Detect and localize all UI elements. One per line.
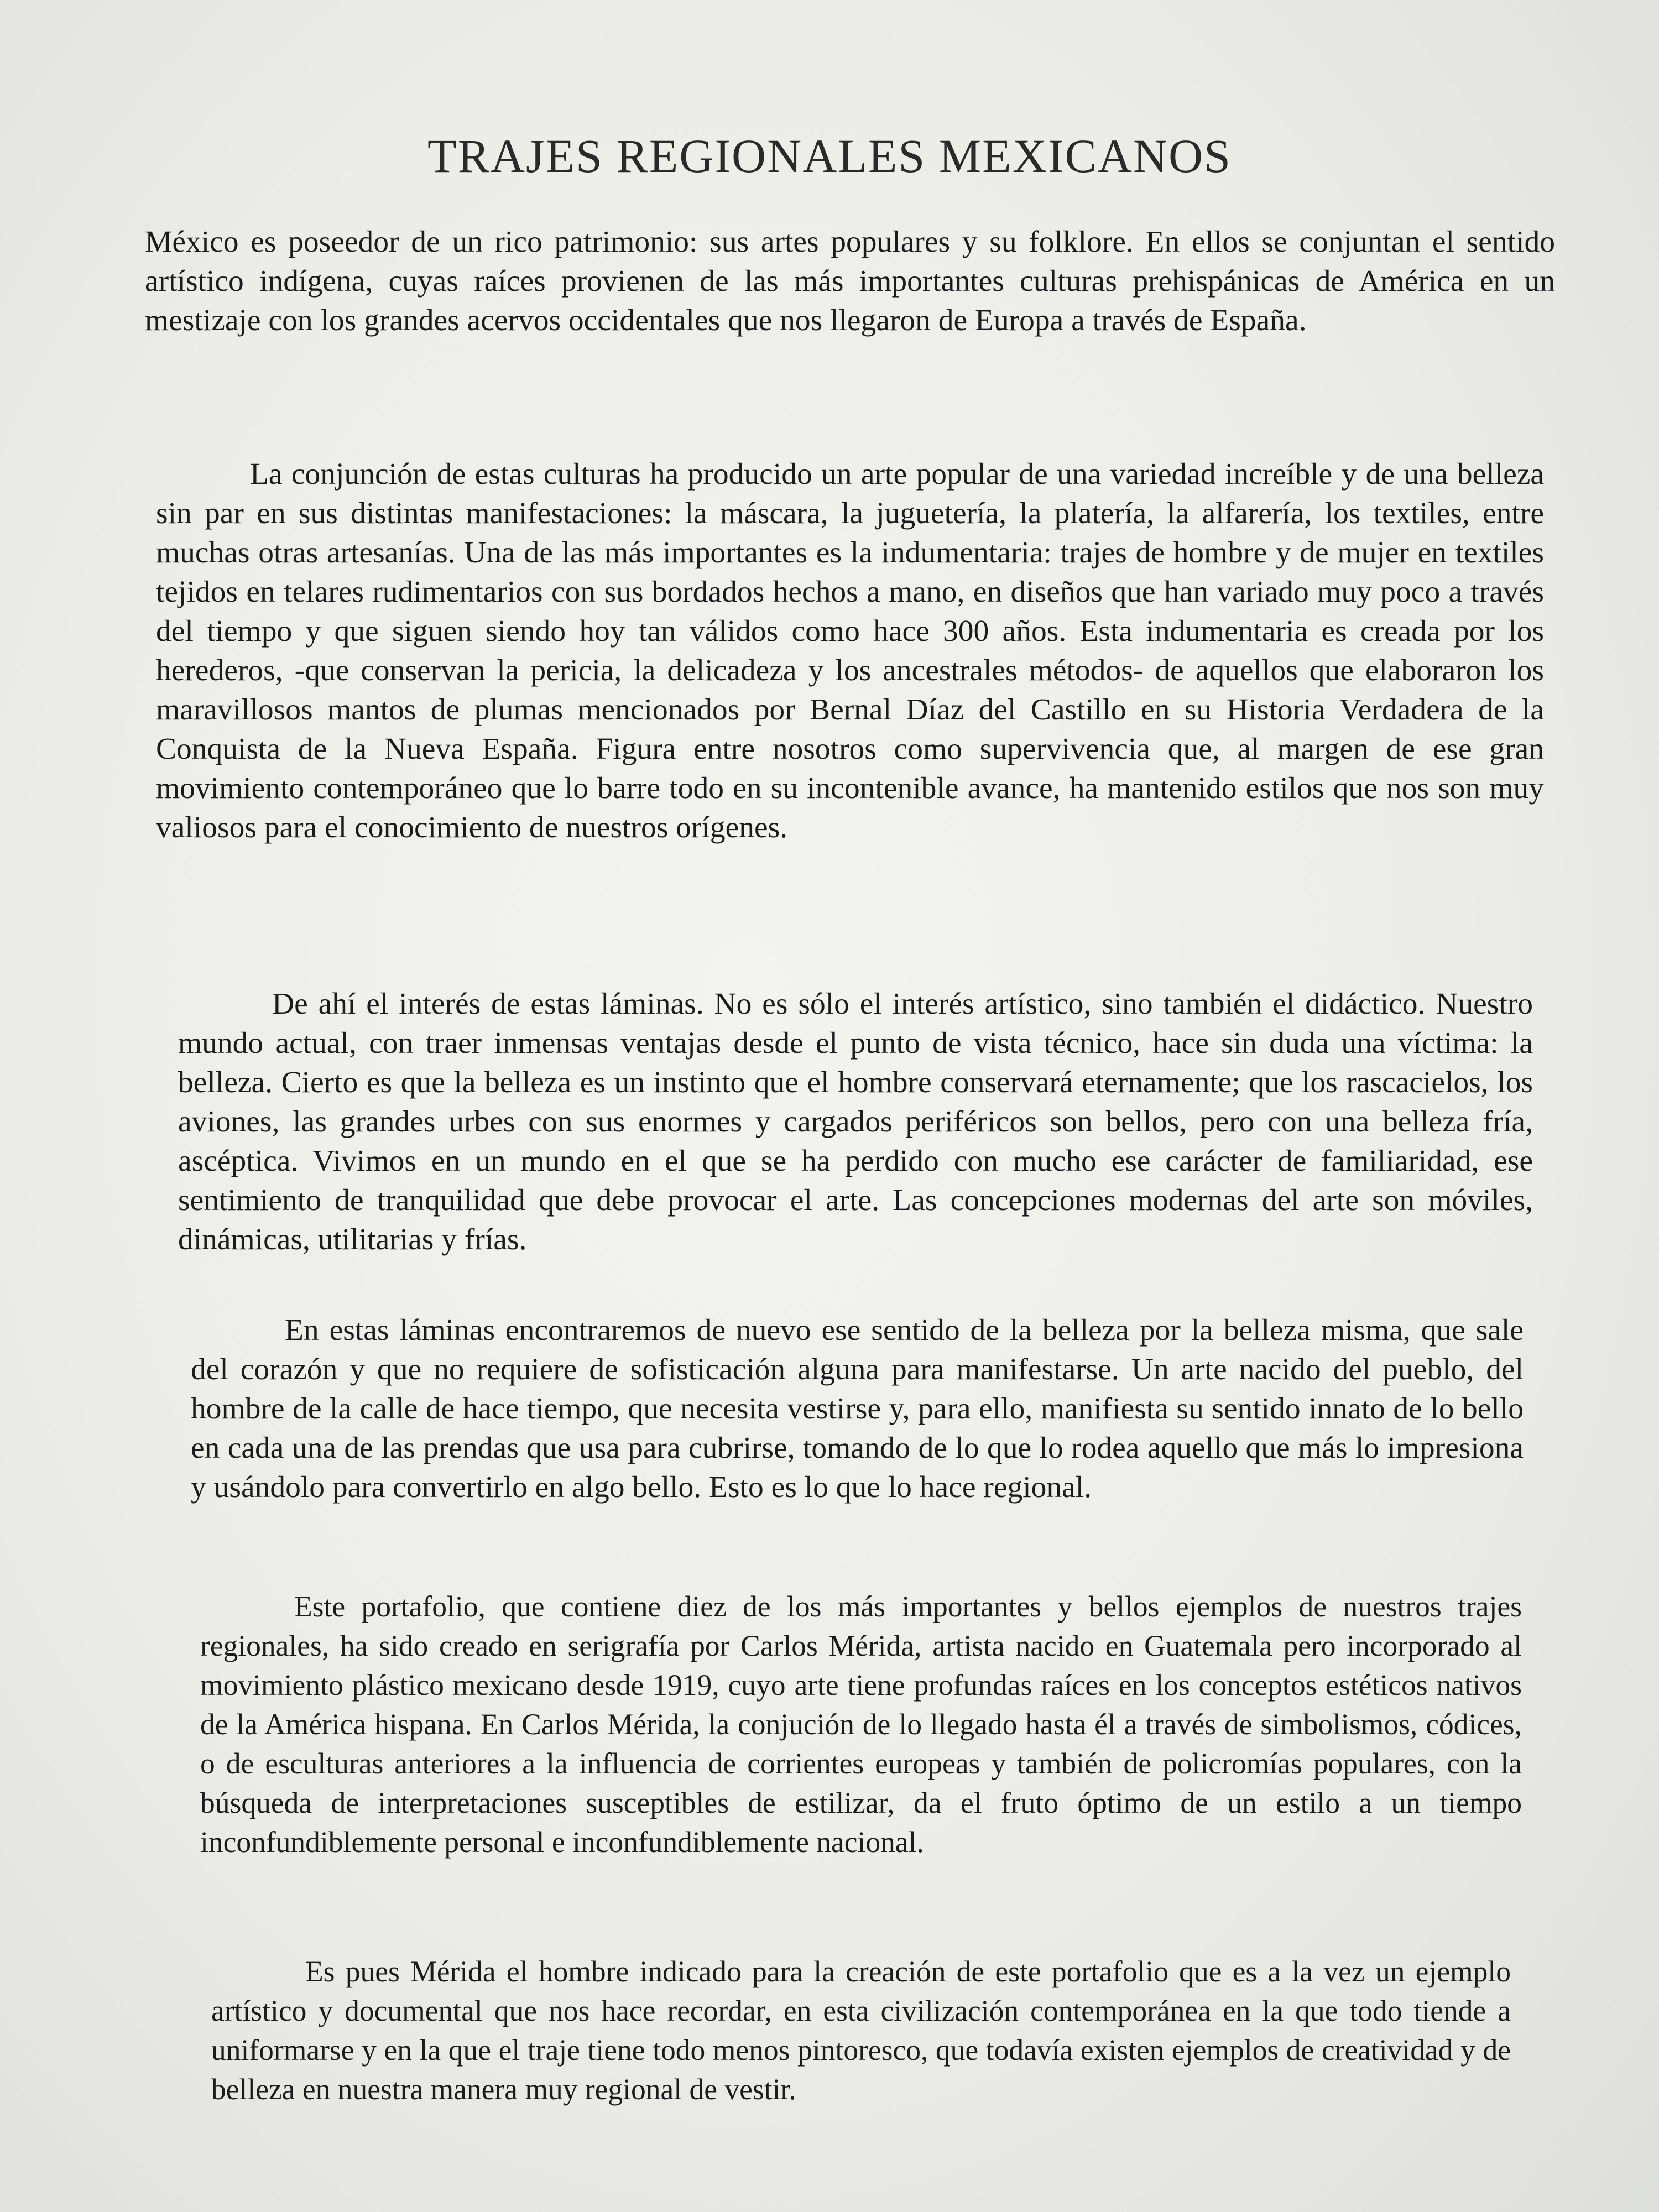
paragraph-conjuncion: La conjunción de estas culturas ha producido un arte popular de una variedad increíble y de una belleza sin par en sus distintas manifestaciones: la máscara, la juguetería, la platería, la alfarería, los textiles, entre muchas otras artesanías. Una de las más importantes es la indumentaria: trajes de hombre y de mujer en textiles tejidos en telares rudimentarios con sus bordados hechos a mano, en diseños que han variado muy poco a través del tiempo y que siguen siendo hoy tan válidos como hace 300 años. Esta indumentaria es creada por los herederos, -que conservan la pericia, la delicadeza y los ancestrales métodos- de aquellos que elaboraron los maravillosos mantos de plumas mencionados por Bernal Díaz del Castillo en su Historia Verdadera de la Conquista de la Nueva España. Figura entre nosotros como supervivencia que, al margen de ese gran movimiento contemporáneo que lo barre todo en su incontenible avance, ha mantenido estilos que nos son muy valiosos para el conocimiento de nuestros orígenes.: [156, 457, 1544, 844]
page-title: TRAJES REGIONALES MEXICANOS: [427, 129, 1232, 182]
paragraph-portafolio: Este portafolio, que contiene diez de los más importantes y bellos ejemplos de nuestros trajes regionales, ha sido creado en serigrafía por Carlos Mérida, artista nacido en Guatemala pero incorporado al movimiento plástico mexicano desde 1919, cuyo arte tiene profundas raíces en los conceptos estéticos nativos de la América hispana. En Carlos Mérida, la conjución de lo llegado hasta él a través de simbolismos, códices, o de esculturas anteriores a la influencia de corrientes europeas y también de policromías populares, con la búsqueda de interpretaciones susceptibles de estilizar, da el fruto óptimo de un estilo a un tiempo inconfundiblemente personal e inconfundiblemente nacional.: [200, 1590, 1522, 1859]
paragraph-merida: Es pues Mérida el hombre indicado para la creación de este portafolio que es a la vez un ejemplo artístico y documental que nos hace recordar, en esta civilización contemporánea en la que todo tiende a uniformarse y en la que el traje tiene todo menos pintoresco, que todavía existen ejemplos de creatividad y de belleza en nuestra manera muy regional de vestir.: [211, 1955, 1511, 2106]
paragraph-laminas: En estas láminas encontraremos de nuevo ese sentido de la belleza por la belleza misma, que sale del corazón y que no requiere de sofisticación alguna para manifestarse. Un arte nacido del pueblo, del hombre de la calle de hace tiempo, que necesita vestirse y, para ello, manifiesta su sentido innato de lo bello en cada una de las prendas que usa para cubrirse, tomando de lo que lo rodea aquello que más lo impresiona y usándolo para convertirlo en algo bello. Esto es lo que lo hace regional.: [191, 1313, 1524, 1504]
paragraph-intro: México es poseedor de un rico patrimonio: sus artes populares y su folklore. En ellos se conjuntan el sentido artístico indígena, cuyas raíces provienen de las más importantes culturas prehispánicas de América en un mestizaje con los grandes acervos occidentales que nos llegaron de Europa a través de España.: [145, 225, 1555, 337]
paragraph-interes: De ahí el interés de estas láminas. No es sólo el interés artístico, sino también el didáctico. Nuestro mundo actual, con traer inmensas ventajas desde el punto de vista técnico, hace sin duda una víctima: la belleza. Cierto es que la belleza es un instinto que el hombre conservará eternamente; que los rascacielos, los aviones, las grandes urbes con sus enormes y cargados periféricos son bellos, pero con una belleza fría, ascéptica. Vivimos en un mundo en el que se ha perdido con mucho ese carácter de familiaridad, ese sentimiento de tranquilidad que debe provocar el arte. Las concepciones modernas del arte son móviles, dinámicas, utilitarias y frías.: [178, 987, 1533, 1256]
